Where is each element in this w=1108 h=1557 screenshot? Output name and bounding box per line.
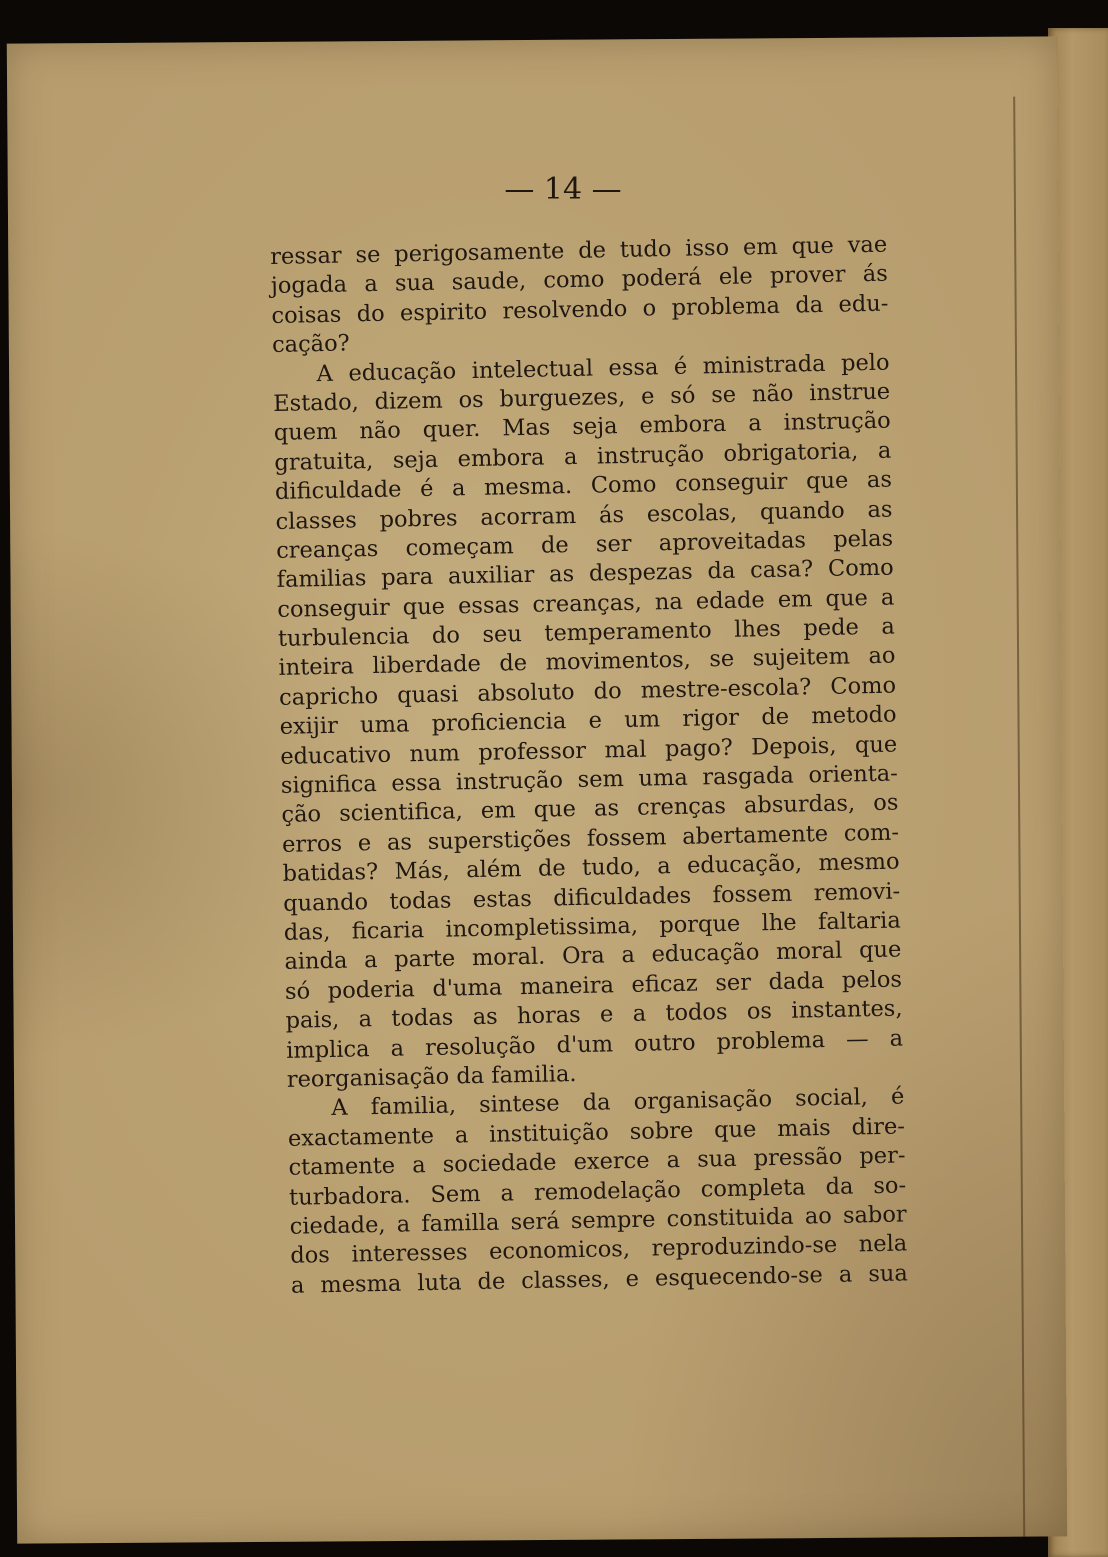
text-line: batidas? Más, além de tudo, a educação, mesmo xyxy=(282,848,900,888)
text-line: classes pobres acorram ás escolas, quando as xyxy=(275,496,893,535)
text-line: ainda a parte moral. Ora a educação moral que xyxy=(284,936,902,976)
text-line: jogada a sua saude, como poderá ele prover ás xyxy=(270,261,889,300)
text-line: A familia, sintese da organisação social, é xyxy=(331,1083,905,1122)
text-line: implica a resolução d'um outro problema — a xyxy=(285,1025,904,1064)
text-line: exijir uma proficiencia e um rigor de metodo xyxy=(279,701,897,741)
page-crease xyxy=(1013,97,1025,1537)
text-line: capricho quasi absoluto do mestre-escola? Como xyxy=(278,672,897,711)
text-line: conseguir que essas creanças, na edade em que a xyxy=(277,584,895,623)
text-line: dificuldade é a mesma. Como conseguir que as xyxy=(274,466,893,506)
text-line: significa essa instrução sem uma rasgada orienta- xyxy=(280,760,899,799)
text-line: ressar se perigosamente de tudo isso em que vae xyxy=(270,231,888,270)
text-line: ctamente a sociedade exerce a sua pressão per- xyxy=(288,1142,906,1181)
text-line: dos interesses economicos, reproduzindo-se nela xyxy=(290,1230,908,1270)
text-line: só poderia d'uma maneira eficaz ser dada pelos xyxy=(284,966,903,1005)
text-line: pais, a todas as horas e a todos os instantes, xyxy=(285,995,903,1034)
text-line: das, ficaria incompletissima, porque lhe faltaria xyxy=(283,907,901,946)
text-line: turbulencia do seu temperamento lhes pede a xyxy=(277,613,896,652)
text-line: A educação intelectual essa é ministrada pelo xyxy=(316,349,890,387)
text-line: inteira liberdade de movimentos, se sujeitem ao xyxy=(278,643,896,682)
text-line: exactamente a instituição sobre que mais dire- xyxy=(287,1113,906,1152)
page-number: — 14 — xyxy=(504,172,622,207)
text-line: gratuita, seja embora a instrução obrigatoria, a xyxy=(274,437,892,476)
text-line: coisas do espirito resolvendo o problema da edu- xyxy=(271,290,889,329)
text-line: educativo num professor mal pago? Depois, que xyxy=(280,731,898,770)
text-line: cação? xyxy=(271,330,350,359)
text-line: quem não quer. Mas seja embora a instrução xyxy=(273,407,891,447)
text-line: reorganisação da familia. xyxy=(286,1060,577,1093)
body-text xyxy=(270,231,908,1301)
text-line: ciedade, a familla será sempre constituida ao sabor xyxy=(289,1201,907,1240)
text-line: ção scientifica, em que as crenças absurdas, os xyxy=(281,789,899,829)
text-line: Estado, dizem os burguezes, e só se não instrue xyxy=(272,378,891,417)
text-line: erros e as superstições fossem abertamente com- xyxy=(281,819,900,858)
text-line: quando todas estas dificuldades fossem removi- xyxy=(282,878,901,917)
text-line: creanças começam de ser aproveitadas pelas xyxy=(275,525,894,564)
text-line: a mesma luta de classes, e esquecendo-se a sua xyxy=(290,1260,909,1299)
text-line: turbadora. Sem a remodelação completa da so- xyxy=(288,1171,907,1211)
text-line: familias para auxiliar as despezas da casa? Como xyxy=(276,554,894,594)
